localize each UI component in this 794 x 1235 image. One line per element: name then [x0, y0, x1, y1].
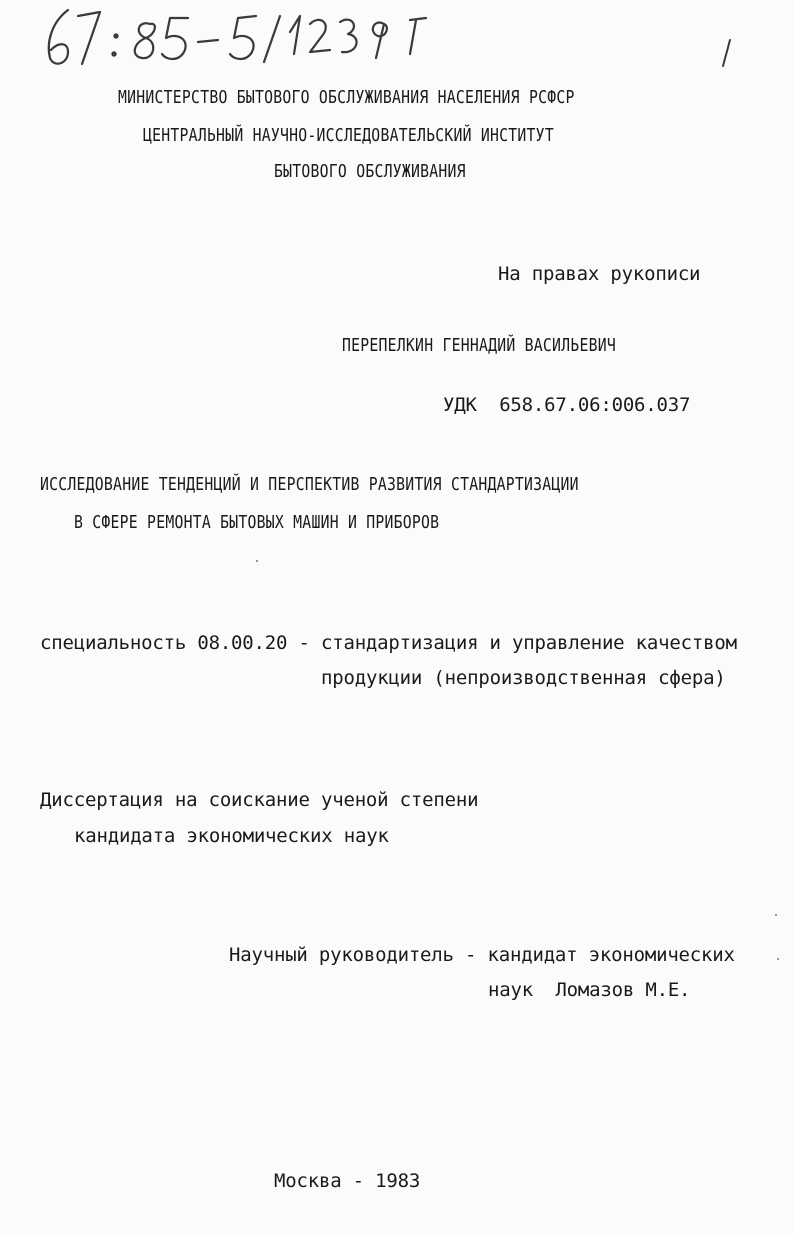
- author-name: ПЕРЕПЕЛКИН ГЕННАДИЙ ВАСИЛЬЕВИЧ: [342, 335, 616, 356]
- specialty-line1: специальность 08.00.20 - стандартизация и управление качеством: [40, 632, 737, 654]
- udc-code: УДК 658.67.06:006.037: [443, 394, 691, 416]
- paper-speck: [256, 560, 258, 562]
- supervisor-line1: Научный руководитель - кандидат экономических: [229, 944, 735, 966]
- thesis-title-line2: В СФЕРЕ РЕМОНТА БЫТОВЫХ МАШИН И ПРИБОРОВ: [74, 512, 440, 533]
- institute-heading-line1: ЦЕНТРАЛЬНЫЙ НАУЧНО-ИССЛЕДОВАТЕЛЬСКИЙ ИНСТИТУТ: [143, 125, 554, 146]
- paper-speck: [777, 958, 779, 960]
- ministry-heading: МИНИСТЕРСТВО БЫТОВОГО ОБСЛУЖИВАНИЯ НАСЕЛЕНИЯ РСФСР: [118, 87, 575, 108]
- city-year: Москва - 1983: [274, 1170, 421, 1192]
- handwritten-tick-mark: [718, 38, 734, 70]
- degree-line1: Диссертация на соискание ученой степени: [40, 789, 479, 811]
- supervisor-line2: наук Ломазов М.Е.: [488, 979, 691, 1001]
- rights-notice: На правах рукописи: [498, 263, 701, 285]
- thesis-title-line1: ИССЛЕДОВАНИЕ ТЕНДЕНЦИЙ И ПЕРСПЕКТИВ РАЗВИТИЯ СТАНДАРТИЗАЦИИ: [40, 474, 579, 495]
- degree-line2: кандидата экономических наук: [74, 825, 389, 847]
- institute-heading-line2: БЫТОВОГО ОБСЛУЖИВАНИЯ: [274, 161, 466, 182]
- paper-speck: [775, 914, 777, 916]
- specialty-line2: продукции (непроизводственная сфера): [321, 667, 726, 689]
